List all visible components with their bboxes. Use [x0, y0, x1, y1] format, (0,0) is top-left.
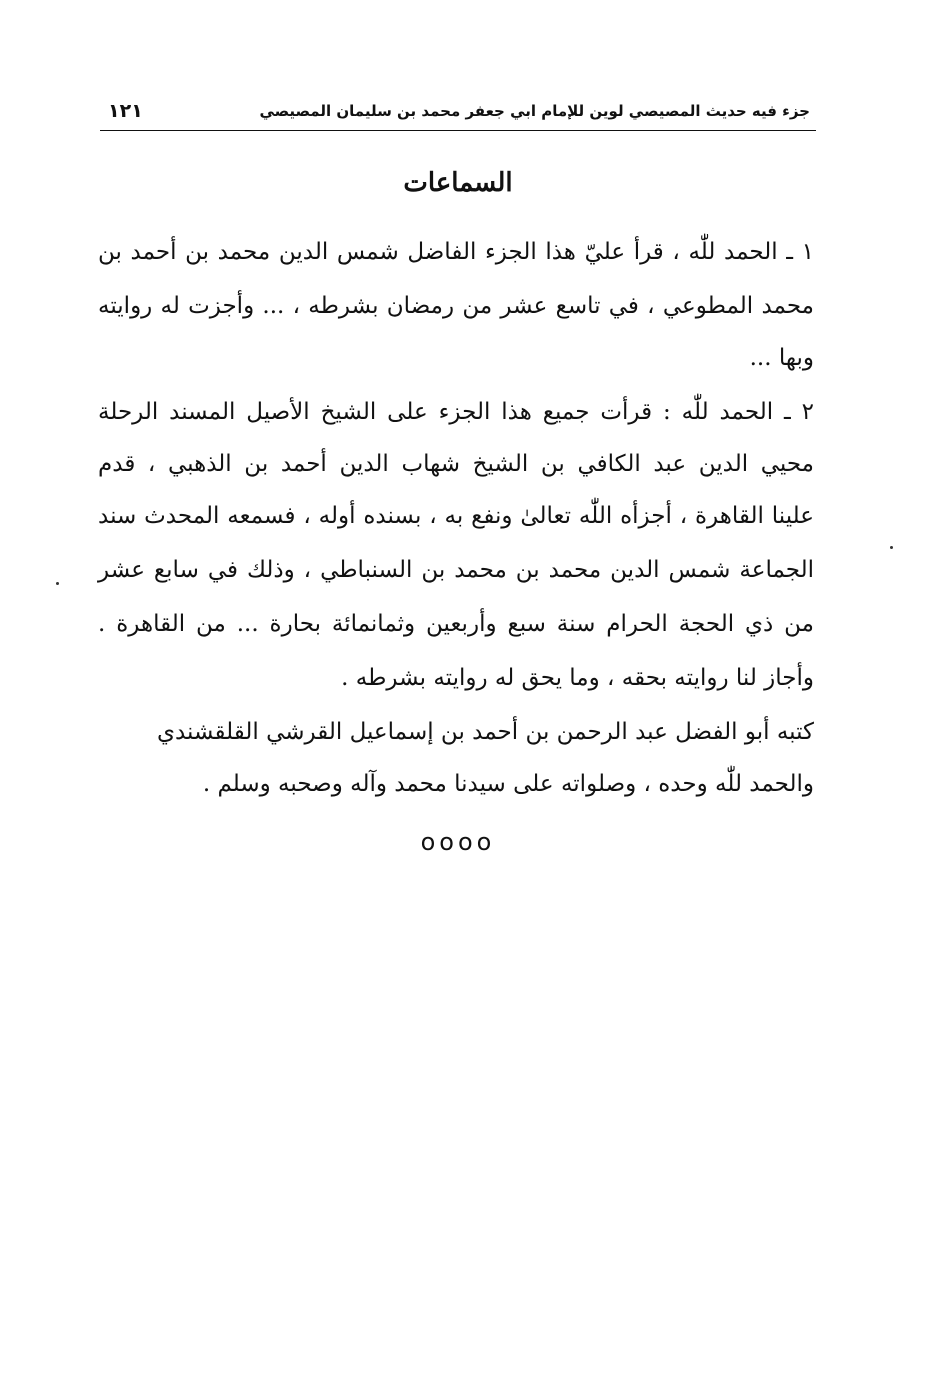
section-title: السماعات [403, 168, 513, 198]
running-header [100, 100, 816, 134]
header-title: جزء فيه حديث المصيصي لوين للإمام ابي جعفر محمد بن سليمان المصيصي [259, 102, 810, 120]
body-line-3: وبها ... [749, 345, 814, 371]
scan-speck [56, 582, 59, 585]
body-line-7: الجماعة شمس الدين محمد بن محمد بن السنباطي ، وذلك في سابع عشر [98, 557, 814, 583]
body-line-4: ٢ ـ الحمد للّٰه : قرأت جميع هذا الجزء على الشيخ الأصيل المسند الرحلة [98, 399, 814, 425]
page-number: ١٢١ [108, 100, 143, 122]
body-line-9: وأجاز لنا روايته بحقه ، وما يحق له روايته بشرطه . [341, 665, 814, 691]
header-rule [100, 130, 816, 131]
body-line-8: من ذي الحجة الحرام سنة سبع وأربعين وثمانمائة بحارة ... من القاهرة . [98, 611, 814, 637]
section-end-ornament: oooo [420, 828, 496, 856]
scan-speck [890, 546, 893, 549]
body-line-5: محيي الدين عبد الكافي بن الشيخ شهاب الدين أحمد بن الذهبي ، قدم [98, 451, 814, 477]
body-line-11: والحمد للّٰه وحده ، وصلواته على سيدنا محمد وآله وصحبه وسلم . [202, 771, 814, 797]
body-line-2: محمد المطوعي ، في تاسع عشر من رمضان بشرطه ، ... وأجزت له روايته [98, 293, 814, 319]
body-line-1: ١ ـ الحمد للّٰه ، قرأ عليّ هذا الجزء الفاضل شمس الدين محمد بن أحمد بن [98, 239, 814, 265]
body-line-6: علينا القاهرة ، أجزأه اللّٰه تعالىٰ ونفع به ، بسنده أوله ، فسمعه المحدث سند [98, 503, 814, 529]
body-line-10: كتبه أبو الفضل عبد الرحمن بن أحمد بن إسماعيل القرشي القلقشندي [156, 719, 814, 745]
